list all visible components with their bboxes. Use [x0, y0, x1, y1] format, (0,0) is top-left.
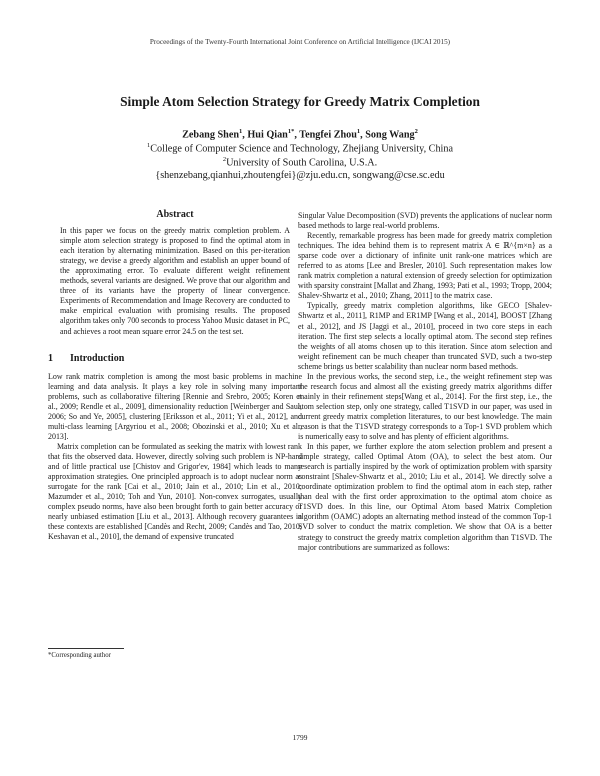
author-sup: 1 — [239, 128, 243, 135]
affiliation-sup: 2 — [222, 156, 227, 163]
section-number: 1 — [48, 352, 53, 364]
body-paragraph: In the previous works, the second step, i.e., the weight refinement step was the research focus and almost all the existing greedy matrix algorithms differ mainly in their refinement steps[Wang et al., 2014]. For the first step, i.e., the atom selection step, only one strategy, called T1SVD in our paper, was used in current greedy matrix completion literatures, to our best knowledge. The main reason is that the T1SVD strategy corresponds to a Top-1 SVD problem which is numerically easy to solve and has plenty of efficient algorithms. — [298, 371, 552, 442]
section-heading-introduction — [48, 354, 302, 364]
body-paragraph: Typically, greedy matrix completion algorithms, like GECO [Shalev-Shwartz et al., 2011], R1MP and ER1MP [Wang et al., 2014], BOOST [Zhang et al., 2012], and JS [Jaggi et al., 2010], proceed in two core steps in each iteration. The first step selects a locally optimal atom. The second step refines the weights of all atoms chosen up to this iteration. Since atom selection and weight refinement can be much cheaper than truncated SVD, such a two-step scheme brings us better scalability than nuclear norm based methods. — [298, 301, 552, 371]
intro-paragraph: Low rank matrix completion is among the most basic problems in machine learning and data analysis. It plays a key role in solving many important problems, such as collaborative filtering [Rennie and Srebro, 2005; Koren et al., 2009; Rendle et al., 2009], dimensionality reduction [Weinberger and Saul, 2006; So and Ye, 2005], clustering [Eriksson et al., 2011; Yi et al., 2012], and multi-class learning [Argyriou et al., 2008; Obozinski et al., 2010; Xu et al., 2013]. — [48, 371, 302, 441]
affiliation-2 — [0, 156, 600, 168]
footnote: *Corresponding author — [48, 652, 111, 659]
section-title: Introduction — [70, 352, 125, 364]
proceedings-header: Proceedings of the Twenty-Fourth International Joint Conference on Artificial Intelligence (IJCAI 2015) — [149, 38, 451, 46]
footnote-divider — [48, 648, 124, 649]
body-paragraph: In this paper, we further explore the atom selection problem and present a simple strategy, called Optimal Atom (OA), to select the best atom. Our research is partially inspired by the work of optimization problem with sparsity constraint [Shalev-Shwartz et al., 2010; Liu et al., 2014]. We directly solve a coordinate optimization problem to find the optimal atom in each step, rather than deal with the first order approximation to the optimal atom choice as T1SVD does. In this line, our Optimal Atom based Matrix Completion algorithm (OAMC) adopts an alternating method instead of the common Top-1 SVD solver to conduct the matrix completion. We show that OA is a better strategy to construct the greedy matrix completion algorithm than T1SVD. The major contributions are summarized as follows: — [298, 442, 552, 552]
author-name: Song Wang — [365, 129, 415, 141]
affiliation-text: College of Computer Science and Technology, Zhejiang University, China — [150, 143, 453, 155]
left-column — [48, 210, 302, 542]
affiliation-sup: 1 — [146, 142, 151, 149]
page-number: 1799 — [292, 733, 308, 742]
right-column — [298, 211, 552, 553]
author-name: Tengfei Zhou — [299, 129, 357, 141]
paper-title: Simple Atom Selection Strategy for Greedy Matrix Completion — [120, 94, 480, 109]
affiliation-1 — [0, 142, 600, 154]
author-name: Hui Qian — [247, 129, 288, 141]
intro-paragraph: Matrix completion can be formulated as seeking the matrix with lowest rank that fits the observed data. However, directly solving such problem is NP-hard and of little practical use [Chistov and Grigor'ev, 1984] which leads to many approximation strategies. One principled approach is to adopt nuclear norm as surrogate for the rank [Cai et al., 2010; Jain et al., 2010; Lin et al., 2010; Mazumder et al., 2010; Toh and Yun, 2010]. Non-convex surrogates, usually complex pseudo norms, have also been brought forth to gain better accuracy or nearly unbiased estimation [Liu et al., 2013]. Although recovery guarantees in these contexts are established [Candès and Recht, 2009; Candès and Tao, 2010; Keshavan et al., 2010], the demand of expensive truncated — [48, 441, 302, 542]
abstract-heading: Abstract — [156, 209, 194, 220]
author-sup: 2 — [414, 128, 418, 135]
author-name: Zebang Shen — [182, 129, 240, 141]
body-paragraph: Singular Value Decomposition (SVD) prevents the applications of nuclear norm based methods to large real-world problems. — [298, 211, 553, 231]
abstract-text: In this paper we focus on the greedy matrix completion problem. A simple atom selection strategy is proposed to find the optimal atom in each iteration by alternating minimization. Based on this per-iteration strategy, we devise a greedy algorithm and establish an upper bound of the approximating error. To evaluate different weight refinement methods, several variants are designed. We prove that our algorithm and three of its variants have the property of linear convergence. Experiments of Recommendation and Image Recovery are conducted to make empirical evaluation with promising results. The proposed algorithm takes only 700 seconds to process Yahoo Music dataset in PC, and achieves a root mean square error 24.5 on the test set. — [60, 226, 290, 336]
author-sup: 1* — [287, 128, 295, 135]
author-emails: {shenzebang,qianhui,zhoutengfei}@zju.edu.cn, songwang@cse.sc.edu — [155, 170, 445, 181]
author-list: Zebang Shen$^1$, Hui Qian$^{1*}$, Tengfei Zhou$^1$, Song Wang$^2$ — [182, 128, 418, 141]
author-sup: 1 — [356, 128, 361, 135]
body-paragraph: Recently, remarkable progress has been made for greedy matrix completion techniques. The idea behind them is to represent matrix A ∈ ℝ^{m×n} as a sparse code over a dictionary of infinite unit rank-one matrices which are referred to as atoms [Lee and Bresler, 2010]. Such representation makes low rank matrix completion a natural extension of greedy selection for optimization with sparsity constraint [Mallat and Zhang, 1993; Pati et al., 1993; Tropp, 2004; Shalev-Shwartz et al., 2010; Zhang, 2011] to the matrix case. — [298, 231, 552, 301]
affiliation-text: University of South Carolina, U.S.A. — [226, 157, 378, 169]
